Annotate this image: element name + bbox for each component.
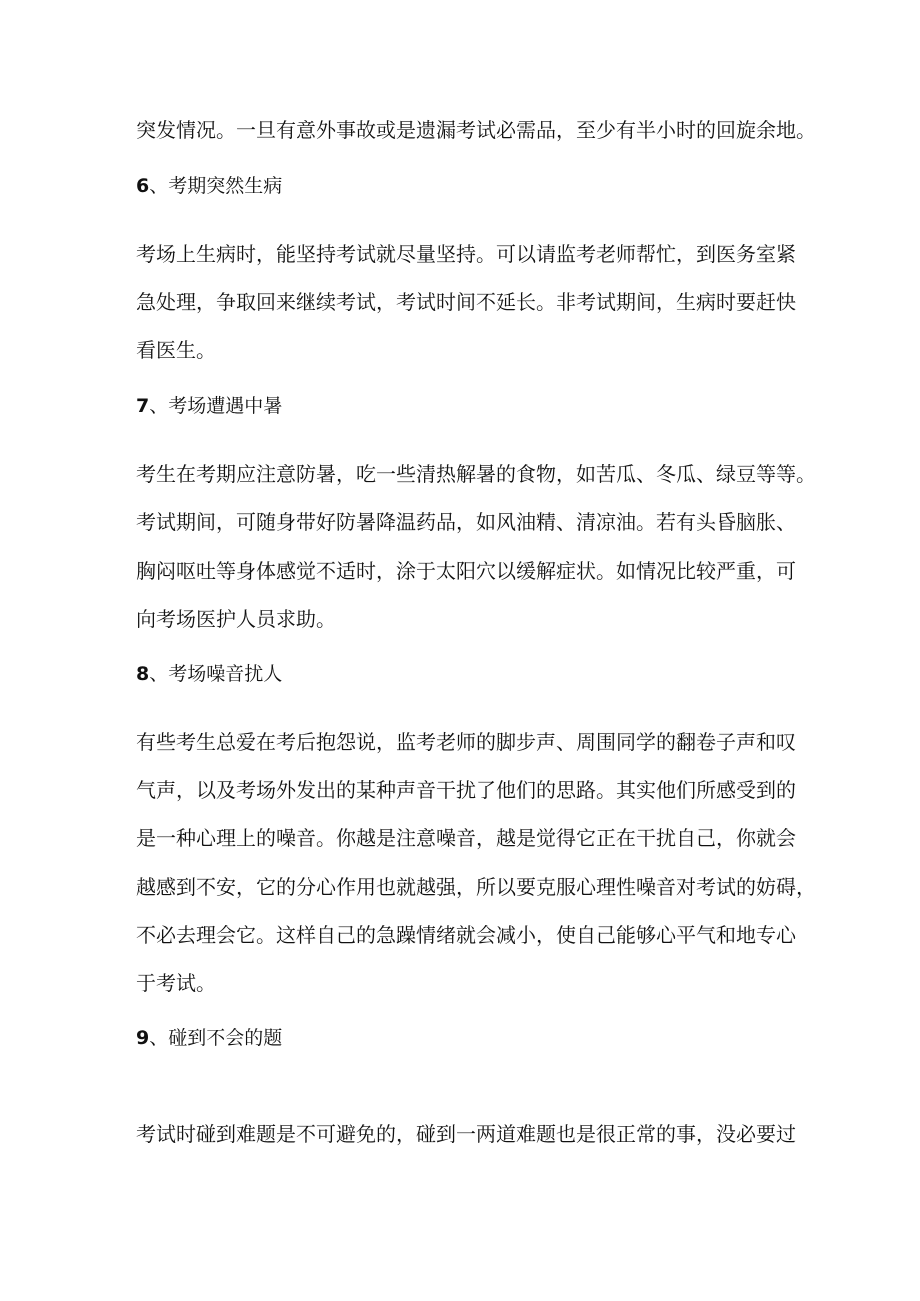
section-6-heading bbox=[136, 172, 282, 200]
section-9-separator: 、 bbox=[149, 1027, 169, 1049]
section-7-number: 7 bbox=[136, 395, 150, 417]
section-9-number: 9 bbox=[136, 1027, 150, 1049]
section-8-line-5: 不必去理会它。这样自己的急躁情绪就会减小，使自己能够心平气和地专心 bbox=[136, 923, 796, 947]
section-8-line-3: 是一种心理上的噪音。你越是注意噪音，越是觉得它正在干扰自己，你就会 bbox=[136, 826, 796, 850]
section-7-line-3: 胸闷呕吐等身体感觉不适时，涂于太阳穴以缓解症状。如情况比较严重，可 bbox=[136, 559, 796, 583]
section-7-title: 考场遭遇中暑 bbox=[168, 395, 283, 417]
section-8-line-4: 越感到不安，它的分心作用也就越强，所以要克服心理性噪音对考试的妨碍， bbox=[136, 875, 816, 899]
section-6-line-3: 看医生。 bbox=[136, 338, 216, 362]
section-8-line-1: 有些考生总爱在考后抱怨说，监考老师的脚步声、周围同学的翻卷子声和叹 bbox=[136, 730, 796, 754]
section-8-line-2: 气声，以及考场外发出的某种声音干扰了他们的思路。其实他们所感受到的 bbox=[136, 778, 796, 802]
section-6-title: 考期突然生病 bbox=[168, 175, 283, 197]
section-7-separator: 、 bbox=[149, 395, 169, 417]
section-8-separator: 、 bbox=[149, 663, 169, 685]
section-7-line-2: 考试期间，可随身带好防暑降温药品，如风油精、清凉油。若有头昏脑胀、 bbox=[136, 510, 796, 534]
section-6-separator: 、 bbox=[149, 175, 169, 197]
section-9-line-1: 考试时碰到难题是不可避免的，碰到一两道难题也是很正常的事，没必要过 bbox=[136, 1122, 796, 1146]
section-6-line-1: 考场上生病时，能坚持考试就尽量坚持。可以请监考老师帮忙，到医务室紧 bbox=[136, 242, 796, 266]
section-6-line-2: 急处理，争取回来继续考试，考试时间不延长。非考试期间，生病时要赶快 bbox=[136, 290, 796, 314]
intro-tail-line: 突发情况。一旦有意外事故或是遗漏考试必需品，至少有半小时的回旋余地。 bbox=[136, 118, 816, 142]
section-9-title: 碰到不会的题 bbox=[168, 1027, 283, 1049]
section-7-heading bbox=[136, 392, 282, 420]
section-9-heading bbox=[136, 1024, 282, 1052]
section-7-line-4: 向考场医护人员求助。 bbox=[136, 607, 336, 631]
section-6-number: 6 bbox=[136, 175, 150, 197]
section-8-title: 考场噪音扰人 bbox=[168, 663, 283, 685]
section-8-line-6: 于考试。 bbox=[136, 971, 216, 995]
section-8-heading bbox=[136, 660, 282, 688]
section-7-line-1: 考生在考期应注意防暑，吃一些清热解暑的食物，如苦瓜、冬瓜、绿豆等等。 bbox=[136, 462, 816, 486]
section-8-number: 8 bbox=[136, 663, 150, 685]
